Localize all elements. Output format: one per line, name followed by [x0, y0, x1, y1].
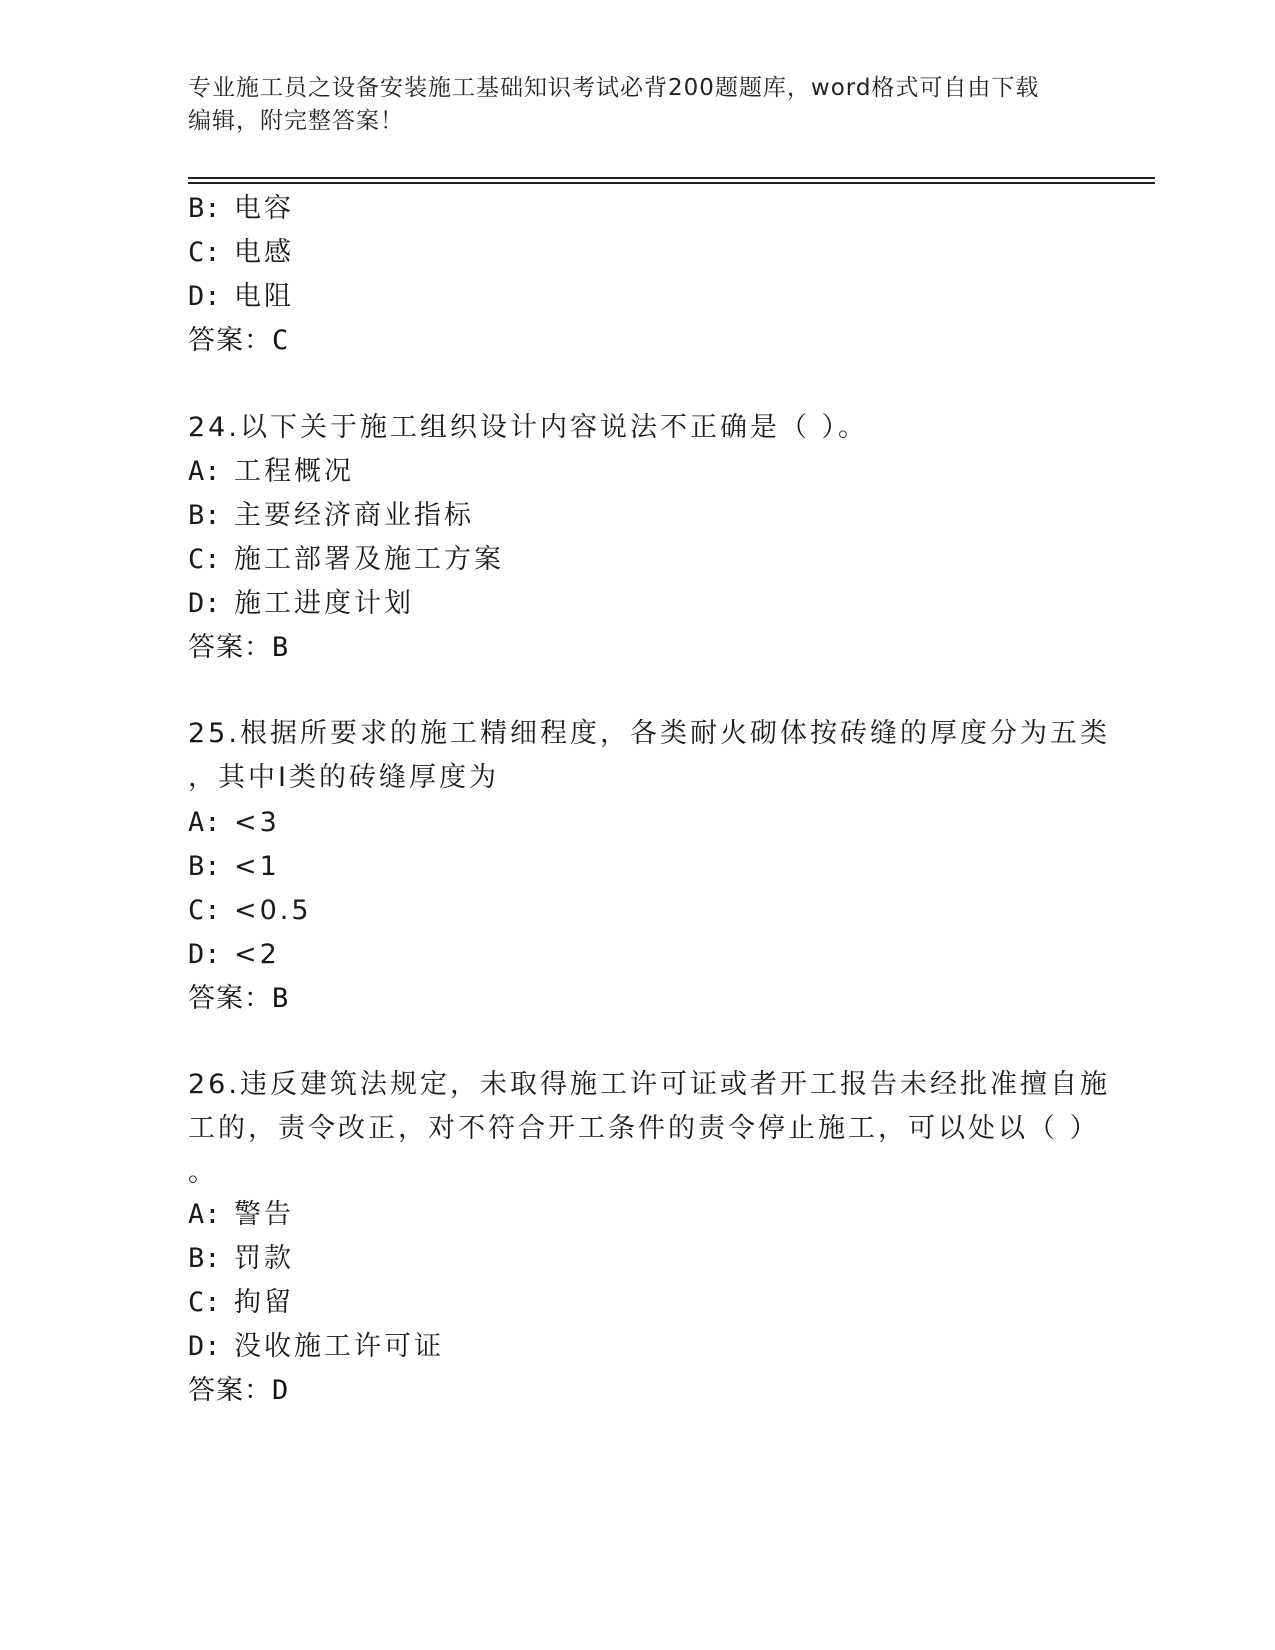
q23-answer [188, 323, 289, 359]
answer-value: B [272, 632, 290, 663]
answer-value: D [272, 1375, 290, 1406]
q26-stem-line-2: 工的，责令改正，对不符合开工条件的责令停止施工，可以处以（ ） [188, 1113, 1100, 1144]
option-text: <2 [234, 939, 280, 970]
answer-label: 答案： [188, 983, 272, 1014]
q25-option-b [188, 849, 280, 885]
q24-option-b [188, 498, 474, 534]
option-letter: D: [188, 939, 221, 970]
option-text: 电容 [234, 193, 294, 224]
answer-value: C [272, 325, 290, 356]
option-text: 施工部署及施工方案 [234, 544, 504, 575]
option-letter: C: [188, 544, 221, 575]
q24-option-a [188, 454, 354, 490]
q26-option-a [188, 1197, 294, 1233]
option-text: <1 [234, 851, 280, 882]
answer-label: 答案： [188, 1375, 272, 1406]
option-text: 罚款 [234, 1243, 294, 1274]
option-letter: A: [188, 456, 221, 487]
q25-stem-line-2: ，其中Ⅰ类的砖缝厚度为 [188, 762, 499, 793]
option-text: 拘留 [234, 1287, 294, 1318]
q25-stem-line-1: 25.根据所要求的施工精细程度，各类耐火砌体按砖缝的厚度分为五类 [188, 718, 1110, 749]
option-letter: C: [188, 895, 221, 926]
option-letter: B: [188, 851, 221, 882]
q24-option-c [188, 542, 504, 578]
answer-label: 答案： [188, 632, 272, 663]
option-letter: A: [188, 1199, 221, 1230]
option-text: 工程概况 [234, 456, 354, 487]
option-letter: C: [188, 237, 221, 268]
q25-option-c [188, 893, 312, 929]
q26-option-b [188, 1241, 294, 1277]
answer-label: 答案： [188, 325, 272, 356]
header-line-2: 编辑，附完整答案！ [188, 108, 404, 134]
option-letter: B: [188, 1243, 221, 1274]
q25-answer [188, 981, 289, 1017]
option-letter: D: [188, 1331, 221, 1362]
option-letter: B: [188, 500, 221, 531]
q23-option-b [188, 191, 294, 227]
q26-option-c [188, 1285, 294, 1321]
q26-stem-line-3: 。 [188, 1157, 218, 1188]
q23-option-d [188, 279, 294, 315]
q26-option-d [188, 1329, 444, 1365]
q23-option-c [188, 235, 294, 271]
option-text: <3 [234, 807, 280, 838]
option-letter: C: [188, 1287, 221, 1318]
option-letter: B: [188, 193, 221, 224]
option-text: 施工进度计划 [234, 588, 414, 619]
option-text: 主要经济商业指标 [234, 500, 474, 531]
option-text: 电阻 [234, 281, 294, 312]
q26-stem-line-1: 26.违反建筑法规定，未取得施工许可证或者开工报告未经批准擅自施 [188, 1069, 1110, 1100]
option-letter: D: [188, 281, 221, 312]
option-text: <0.5 [234, 895, 312, 926]
option-text: 没收施工许可证 [234, 1331, 444, 1362]
q24-option-d [188, 586, 414, 622]
header-line-1: 专业施工员之设备安装施工基础知识考试必背200题题库，word格式可自由下载 [188, 75, 1040, 101]
header-divider-bottom [188, 182, 1155, 184]
q24-answer [188, 630, 289, 666]
option-text: 电感 [234, 237, 294, 268]
answer-value: B [272, 983, 290, 1014]
q26-answer [188, 1373, 289, 1409]
option-letter: D: [188, 588, 221, 619]
header-divider-top [188, 177, 1155, 179]
q25-option-d [188, 937, 280, 973]
q24-stem: 24.以下关于施工组织设计内容说法不正确是（ ）。 [188, 412, 869, 443]
document-header [188, 72, 1068, 138]
q25-option-a [188, 805, 280, 841]
option-letter: A: [188, 807, 221, 838]
option-text: 警告 [234, 1199, 294, 1230]
